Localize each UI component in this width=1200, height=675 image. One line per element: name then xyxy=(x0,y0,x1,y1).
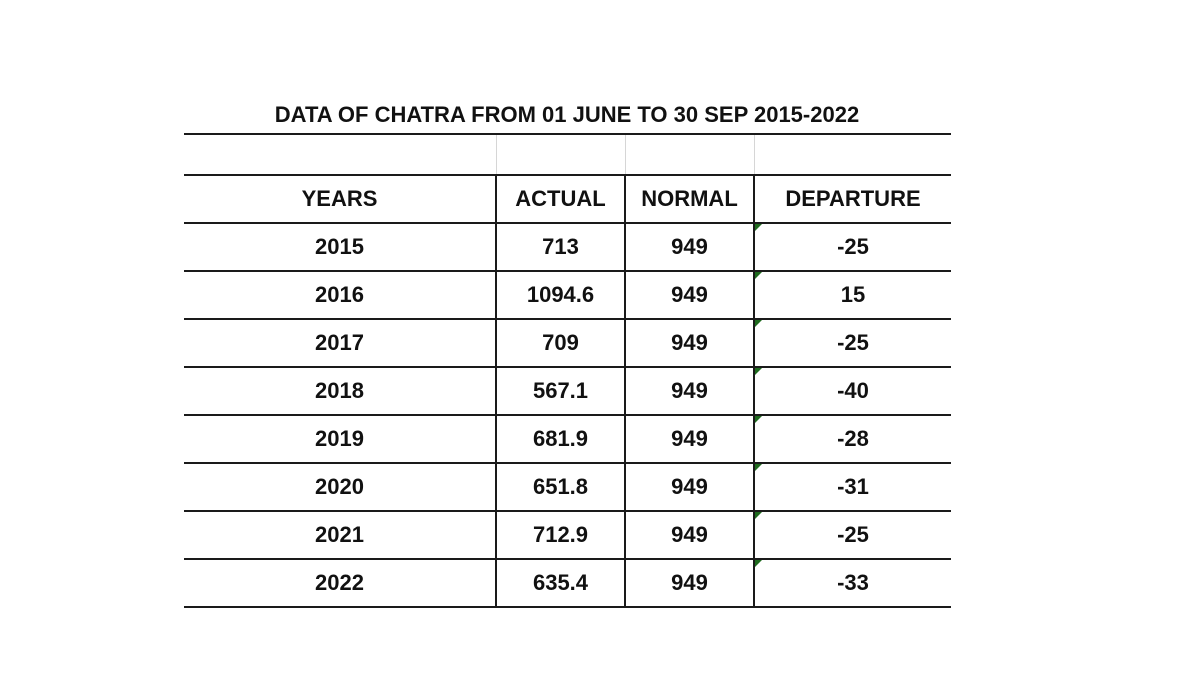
cell-departure xyxy=(754,271,951,319)
cell-year: 2018 xyxy=(184,367,496,415)
table-row xyxy=(184,367,951,415)
cell-normal: 949 xyxy=(625,463,754,511)
cell-departure xyxy=(754,511,951,559)
cell-marker-icon xyxy=(755,224,762,231)
table-title: DATA OF CHATRA FROM 01 JUNE TO 30 SEP 2015-2022 xyxy=(274,102,860,127)
cell-actual: 635.4 xyxy=(496,559,625,607)
departure-value: -25 xyxy=(837,522,869,547)
header-departure: DEPARTURE xyxy=(754,175,951,223)
cell-marker-icon xyxy=(755,320,762,327)
table-row xyxy=(184,319,951,367)
departure-value: -25 xyxy=(837,234,869,259)
cell-marker-icon xyxy=(755,368,762,375)
cell-actual: 651.8 xyxy=(496,463,625,511)
cell-actual: 709 xyxy=(496,319,625,367)
departure-value: 15 xyxy=(840,282,866,307)
cell-year: 2015 xyxy=(184,223,496,271)
blank-cell xyxy=(184,134,496,175)
cell-year: 2021 xyxy=(184,511,496,559)
cell-year: 2020 xyxy=(184,463,496,511)
table-row xyxy=(184,271,951,319)
cell-year: 2022 xyxy=(184,559,496,607)
cell-actual: 713 xyxy=(496,223,625,271)
table-row xyxy=(184,463,951,511)
header-years: YEARS xyxy=(184,175,496,223)
cell-departure xyxy=(754,223,951,271)
cell-actual: 567.1 xyxy=(496,367,625,415)
header-actual: ACTUAL xyxy=(496,175,625,223)
cell-marker-icon xyxy=(755,416,762,423)
table-row xyxy=(184,415,951,463)
cell-marker-icon xyxy=(755,272,762,279)
cell-year: 2016 xyxy=(184,271,496,319)
header-normal: NORMAL xyxy=(625,175,754,223)
cell-departure xyxy=(754,463,951,511)
cell-normal: 949 xyxy=(625,367,754,415)
cell-normal: 949 xyxy=(625,559,754,607)
cell-actual: 1094.6 xyxy=(496,271,625,319)
cell-departure xyxy=(754,415,951,463)
cell-marker-icon xyxy=(755,464,762,471)
table-row xyxy=(184,559,951,607)
header-row xyxy=(184,175,951,223)
departure-value: -40 xyxy=(837,378,869,403)
blank-cell xyxy=(496,134,625,175)
cell-departure xyxy=(754,367,951,415)
blank-cell xyxy=(625,134,754,175)
table-row xyxy=(184,223,951,271)
cell-actual: 681.9 xyxy=(496,415,625,463)
cell-normal: 949 xyxy=(625,319,754,367)
blank-cell xyxy=(754,134,951,175)
cell-marker-icon xyxy=(755,512,762,519)
cell-normal: 949 xyxy=(625,511,754,559)
cell-departure xyxy=(754,559,951,607)
cell-year: 2019 xyxy=(184,415,496,463)
cell-year: 2017 xyxy=(184,319,496,367)
cell-normal: 949 xyxy=(625,271,754,319)
departure-value: -31 xyxy=(837,474,869,499)
table-row xyxy=(184,511,951,559)
blank-row xyxy=(184,134,951,175)
cell-marker-icon xyxy=(755,560,762,567)
departure-value: -28 xyxy=(837,426,869,451)
cell-actual: 712.9 xyxy=(496,511,625,559)
cell-normal: 949 xyxy=(625,415,754,463)
departure-value: -33 xyxy=(837,570,869,595)
cell-departure xyxy=(754,319,951,367)
rainfall-table xyxy=(184,133,951,608)
cell-normal: 949 xyxy=(625,223,754,271)
departure-value: -25 xyxy=(837,330,869,355)
